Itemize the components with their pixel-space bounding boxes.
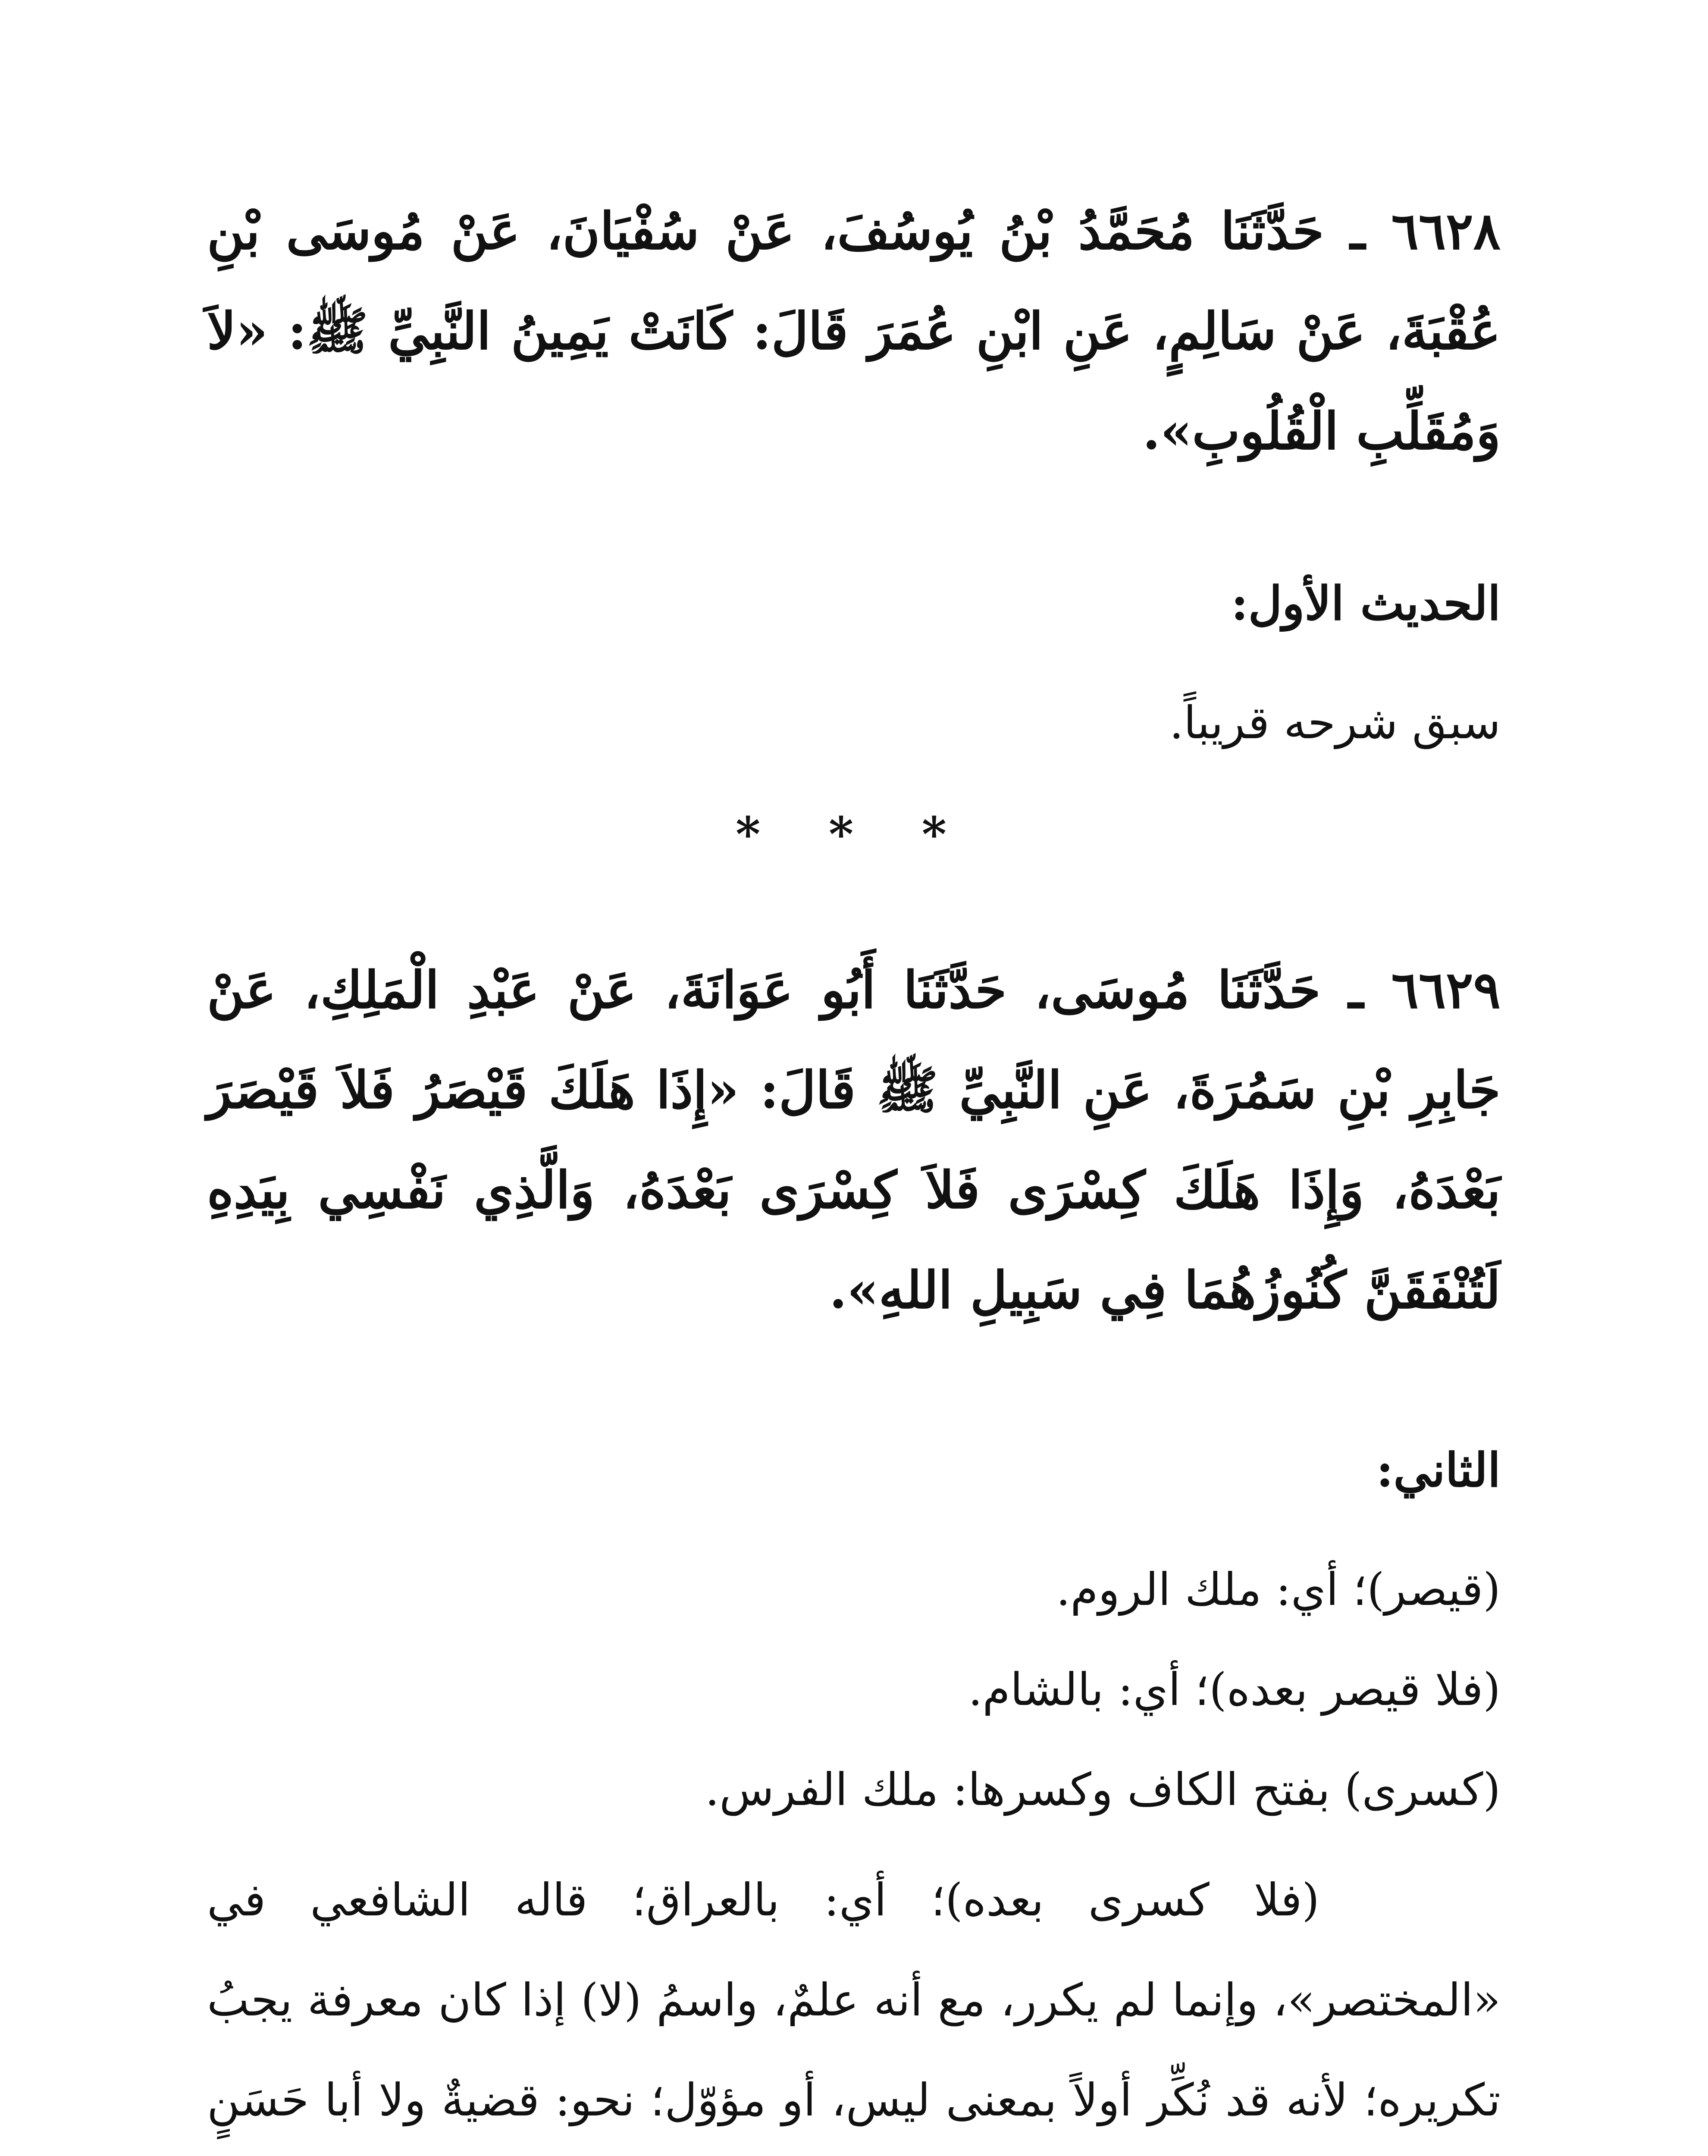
comment-qaysar: (قيصر)؛ أي: ملك الروم. (1056, 1563, 1501, 1616)
hadith-6628-text: ٦٦٢٨ ـ حَدَّثَنَا مُحَمَّدُ بْنُ يُوسُفَ، عَنْ سُفْيَانَ، عَنْ مُوسَى بْنِ عُقْبَةَ، عَنْ سَالِمٍ، عَنِ ابْنِ عُمَرَ قَالَ: كَانَتْ يَمِينُ النَّبِيِّ ﷺ: «لاَ وَمُقَلِّبِ الْقُلُوبِ». (207, 201, 1501, 461)
hadith-6629-text: ٦٦٢٩ ـ حَدَّثَنَا مُوسَى، حَدَّثَنَا أَبُو عَوَانَةَ، عَنْ عَبْدِ الْمَلِكِ، عَنْ جَابِرِ بْنِ سَمُرَةَ، عَنِ النَّبِيِّ ﷺ قَالَ: «إِذَا هَلَكَ قَيْصَرُ فَلاَ قَيْصَرَ بَعْدَهُ، وَإِذَا هَلَكَ كِسْرَى فَلاَ كِسْرَى بَعْدَهُ، وَالَّذِي نَفْسِي بِيَدِهِ لَتُنْفَقَنَّ كُنُوزُهُمَا فِي سَبِيلِ اللهِ». (207, 960, 1501, 1320)
heading-first-hadith: الحديث الأول: (1231, 577, 1501, 631)
second-hadith-comments (207, 1539, 1682, 1839)
final-commentary-paragraph: (فلا كسرى بعده)؛ أي: بالعراق؛ قاله الشافعي في «المختصر»، وإنما لم يكرر، مع أنه علمٌ، واسمُ (لا) إذا كان معرفة يجبُ تكريره؛ لأنه قد نُكِّر أولاً بمعنى ليس، أو مؤوّل؛ نحو: قضيةٌ ولا أبا حَسَنٍ (207, 1874, 1501, 2126)
comment-kisra: (كسرى) بفتح الكاف وكسرها: ملك الفرس. (705, 1763, 1501, 1816)
first-hadith-comment: سبق شرحه قريباً. (1169, 696, 1501, 749)
heading-second-hadith: الثاني: (1376, 1443, 1501, 1498)
section-separator: * * * (735, 806, 973, 862)
comment-no-qaysar-after: (فلا قيصر بعده)؛ أي: بالشام. (968, 1663, 1501, 1716)
